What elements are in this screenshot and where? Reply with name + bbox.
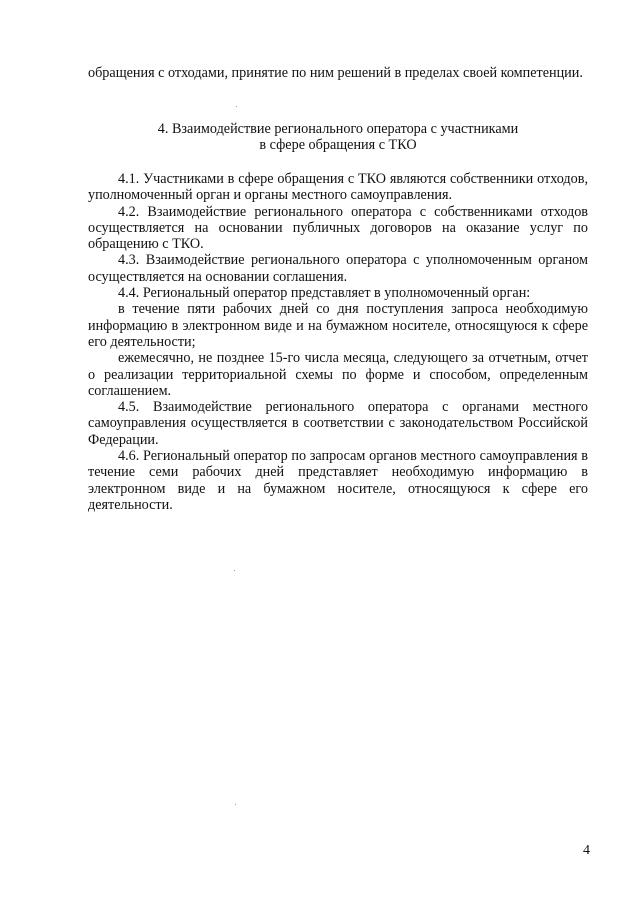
scan-speck <box>234 570 235 571</box>
paragraph-4-1: 4.1. Участниками в сфере обращения с ТКО являются собственники отходов, уполномоченный орган и органы местного самоуправления. <box>88 171 588 204</box>
intro-paragraph: обращения с отходами, принятие по ним решений в пределах своей компетенции. <box>88 65 583 81</box>
section-body <box>88 171 588 513</box>
paragraph-4-4-item-1: в течение пяти рабочих дней со дня поступления запроса необходимую информацию в электронном виде и на бумажном носителе, относящуюся к сфере его деятельности; <box>88 301 588 350</box>
paragraph-4-6: 4.6. Региональный оператор по запросам органов местного самоуправления в течение семи рабочих дней представляет необходимую информацию в электронном виде и на бумажном носителе, относящуюся к сфере его деятельности. <box>88 448 588 513</box>
paragraph-4-3: 4.3. Взаимодействие регионального оператора с уполномоченным органом осуществляется на основании соглашения. <box>88 252 588 285</box>
paragraph-4-4: 4.4. Региональный оператор представляет в уполномоченный орган: <box>118 285 531 302</box>
section-heading-line-1: 4. Взаимодействие регионального оператора с участниками <box>157 121 519 137</box>
section-heading <box>88 121 588 154</box>
scan-speck <box>235 804 236 805</box>
paragraph-4-4-item-2: ежемесячно, не позднее 15-го числа месяца, следующего за отчетным, отчет о реализации территориальной схемы по форме и способом, определенным соглашением. <box>88 350 588 399</box>
section-heading-line-2: в сфере обращения с ТКО <box>259 137 417 154</box>
paragraph-4-2: 4.2. Взаимодействие регионального оператора с собственниками отходов осуществляется на основании публичных договоров на оказание услуг по обращению с ТКО. <box>88 203 588 253</box>
intro-text-block <box>88 65 588 81</box>
scan-speck <box>236 106 237 107</box>
page-number: 4 <box>583 843 590 858</box>
paragraph-4-5: 4.5. Взаимодействие регионального оператора с органами местного самоуправления осуществляется в соответствии с законодательством Российской Федерации. <box>88 399 588 448</box>
